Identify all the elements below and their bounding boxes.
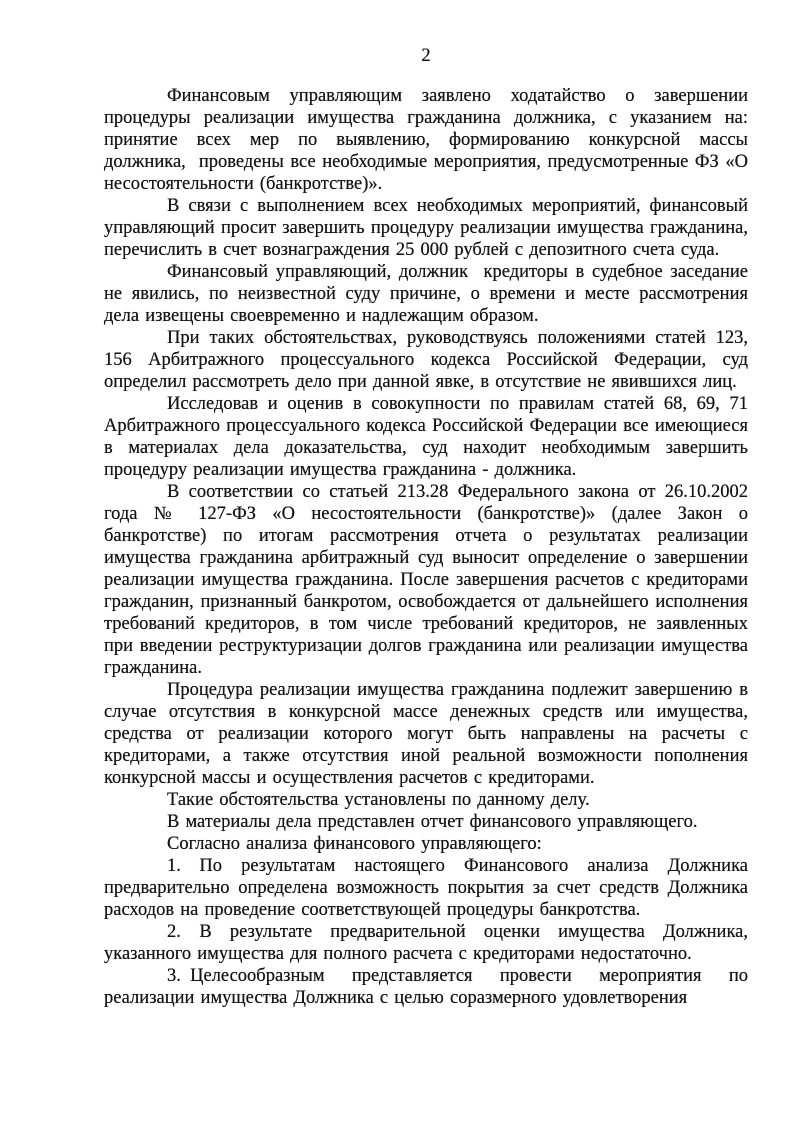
document-body	[104, 85, 748, 1009]
paragraph: Процедура реализации имущества гражданина подлежит завершению в случае отсутствия в конкурсной массе денежных средств или имущества, средства от реализации которого могут быть направлены на расчеты с кредиторами, а также отсутствия иной реальной возможности пополнения конкурсной массы и осуществления расчетов с кредиторами.	[104, 680, 748, 788]
paragraph: В соответствии со статьей 213.28 Федерального закона от 26.10.2002 года № 127-ФЗ «О несостоятельности (банкротстве)» (далее Закон о банкротстве) по итогам рассмотрения отчета о результатах реализации имущества гражданина арбитражный суд выносит определение о завершении реализации имущества гражданина. После завершения расчетов с кредиторами гражданин, признанный банкротом, освобождается от дальнейшего исполнения требований кредиторов, в том числе требований кредиторов, не заявленных при введении реструктуризации долгов гражданина или реализации имущества гражданина.	[104, 482, 748, 678]
paragraph: При таких обстоятельствах, руководствуясь положениями статей 123, 156 Арбитражного процессуального кодекса Российской Федерации, суд определил рассмотреть дело при данной явке, в отсутствие не явившихся лиц.	[104, 328, 748, 392]
paragraph: В материалы дела представлен отчет финансового управляющего.	[167, 812, 698, 832]
paragraph: Согласно анализа финансового управляющего:	[167, 834, 542, 854]
paragraph: В связи с выполнением всех необходимых мероприятий, финансовый управляющий просит завершить процедуру реализации имущества гражданина, перечислить в счет вознаграждения 25 000 рублей с депозитного счета суда.	[104, 196, 748, 260]
paragraph: 3. Целесообразным представляется провести мероприятия по реализации имущества Должника с целью соразмерного удовлетворения	[104, 966, 748, 1008]
paragraph: 2. В результате предварительной оценки имущества Должника, указанного имущества для полного расчета с кредиторами недостаточно.	[104, 922, 748, 964]
page-number: 2	[421, 46, 431, 66]
paragraph: Исследовав и оценив в совокупности по правилам статей 68, 69, 71 Арбитражного процессуального кодекса Российской Федерации все имеющиеся в материалах дела доказательства, суд находит необходимым завершить процедуру реализации имущества гражданина - должника.	[104, 394, 748, 480]
paragraph: Финансовым управляющим заявлено ходатайство о завершении процедуры реализации имущества гражданина должника, с указанием на: принятие всех мер по выявлению, формированию конкурсной массы должника, проведены все необходимые мероприятия, предусмотренные ФЗ «О несостоятельности (банкротстве)».	[104, 86, 748, 194]
paragraph: Финансовый управляющий, должник кредиторы в судебное заседание не явились, по неизвестной суду причине, о времени и месте рассмотрения дела извещены своевременно и надлежащим образом.	[104, 262, 748, 326]
paragraph: 1. По результатам настоящего Финансового анализа Должника предварительно определена возможность покрытия за счет средств Должника расходов на проведение соответствующей процедуры банкротства.	[104, 856, 748, 920]
paragraph: Такие обстоятельства установлены по данному делу.	[167, 790, 590, 810]
